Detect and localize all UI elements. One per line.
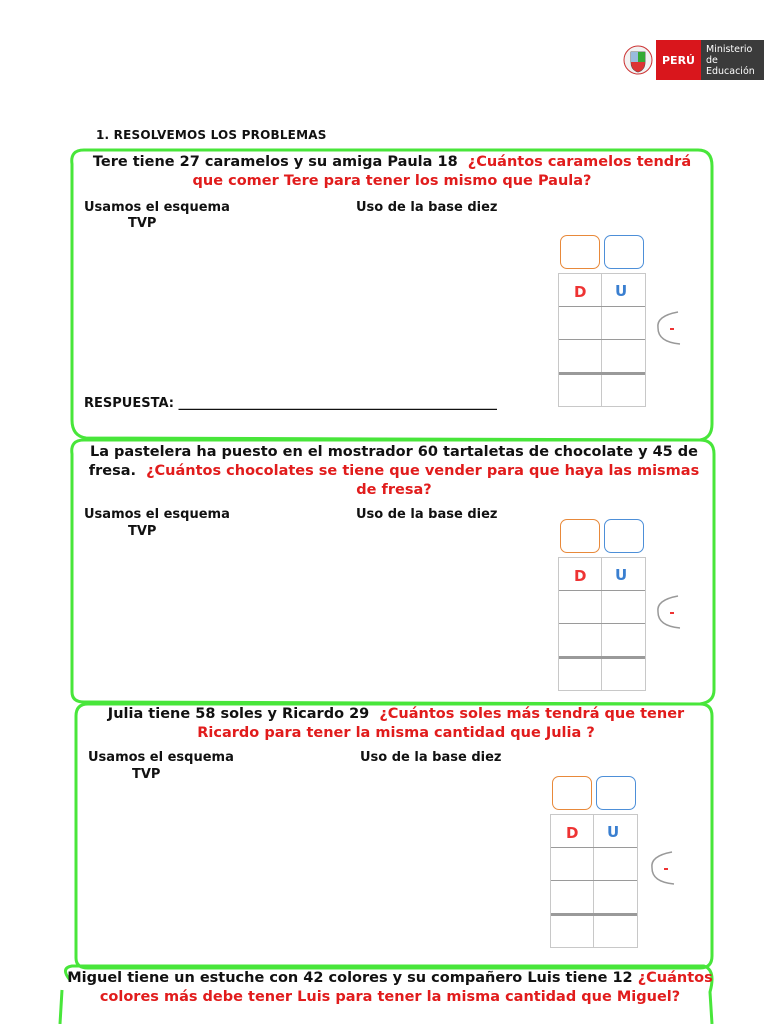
problem-4-text [66, 969, 714, 1007]
tens-answer-box[interactable] [560, 235, 600, 269]
problem-3-statement: Julia tiene 58 soles y Ricardo 29 [107, 706, 370, 722]
tens-header: D [566, 824, 579, 842]
minus-sign-icon [650, 592, 690, 632]
problem-2-text [78, 443, 710, 500]
dv-grid [558, 273, 646, 407]
problem-1-question: ¿Cuántos caramelos tendrá que comer Tere para tener los mismo que Paula? [192, 154, 692, 189]
minus-sign-icon [650, 308, 690, 348]
base-label-2: Uso de la base diez [356, 507, 498, 522]
scheme-label-3: Usamos el esquema [88, 750, 234, 765]
problem-1-statement: Tere tiene 27 caramelos y su amiga Paula 18 [92, 154, 458, 170]
problem-1-text [78, 153, 706, 191]
units-answer-box[interactable] [596, 776, 636, 810]
units-header: U [615, 566, 628, 584]
dv-grid [550, 814, 638, 948]
tens-header: D [574, 567, 587, 585]
units-answer-box[interactable] [604, 235, 644, 269]
scheme-sub-2: TVP [128, 524, 157, 539]
ministry-line-1: Ministerio [705, 43, 753, 55]
scheme-label-2: Usamos el esquema [84, 507, 230, 522]
problem-2-statement: La pastelera ha puesto en el mostrador 60 tartaletas de chocolate y 45 de fresa. [88, 444, 699, 479]
minus-sign-icon [644, 848, 684, 888]
tens-answer-box[interactable] [552, 776, 592, 810]
answer-line: RESPUESTA: _________________________________________________ [84, 396, 497, 411]
scheme-label-1: Usamos el esquema [84, 200, 230, 215]
dv-grid [558, 557, 646, 691]
ministry-line-2: de Educación [705, 54, 755, 77]
tens-answer-box[interactable] [560, 519, 600, 553]
section-heading: 1. RESOLVEMOS LOS PROBLEMAS [96, 128, 327, 142]
peru-label: PERÚ [656, 40, 701, 80]
problem-4-question: ¿Cuántos colores más debe tener Luis para tener la misma cantidad que Miguel? [99, 970, 713, 1005]
problem-3-text [80, 705, 712, 743]
scheme-sub-3: TVP [132, 767, 161, 782]
base-label-1: Uso de la base diez [356, 200, 498, 215]
problem-4-statement: Miguel tiene un estuche con 42 colores y su compañero Luis tiene 12 [67, 970, 633, 986]
scheme-sub-1: TVP [128, 216, 157, 231]
tens-header: D [574, 283, 587, 301]
base-label-3: Uso de la base diez [360, 750, 502, 765]
units-header: U [615, 282, 628, 300]
problem-2-question: ¿Cuántos chocolates se tiene que vender para que haya las mismas de fresa? [146, 463, 700, 498]
units-header: U [607, 823, 620, 841]
units-answer-box[interactable] [604, 519, 644, 553]
problem-3-question: ¿Cuántos soles más tendrá que tener Ricardo para tener la misma cantidad que Julia ? [197, 706, 685, 741]
